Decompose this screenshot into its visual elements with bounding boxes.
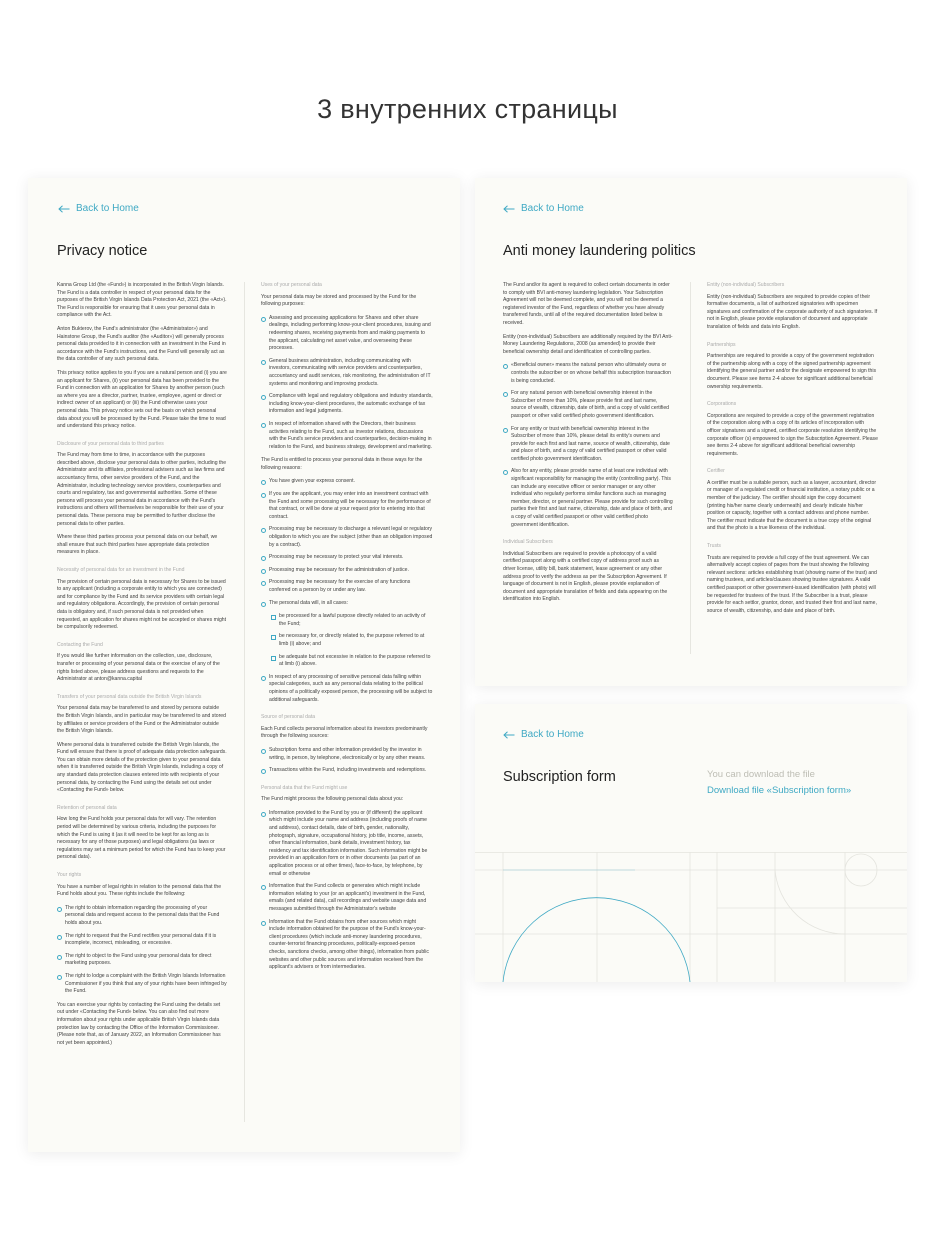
download-hint: You can download the file: [707, 769, 815, 780]
section-heading: Partnerships: [707, 341, 736, 348]
list-item: Information that the Fund obtains from other sources which might include information obtained for the purpose of the Fund's know-your-client procedures (which include anti-money laundering procedures, counter-terrorist financing procedures, politically-exposed-person checks, sanctions checks, among other things), information from public websites and other public sources and information received from the applicant's advisers or from intermediaries.: [261, 919, 433, 972]
paragraph: Individual Subscribers are required to provide a photocopy of a valid certified passport along with a certified copy of address proof such as driver license, utility bill, bank statement, lease agreement or any other address proof to verify the address as per the Subscription Agreement. If language of document is not in English, please provide explanation of document and appropriate translation of fields and data appearing on the identification into English.: [503, 550, 668, 603]
back-to-home-link[interactable]: [503, 729, 584, 740]
list-item: Assessing and processing applications for Shares and other share dealings, including performing know-your-client procedures, issuing and redeeming shares, receiving payments from and making payments to the applicant, calculating net asset value, and overseeing these processes.: [261, 315, 433, 353]
list-item: If you are the applicant, you may enter into an investment contract with the Fund and some processing will be necessary for the performance of that contract, or will be done at your request prior to entering into that contract.: [261, 491, 433, 521]
download-subscription-link[interactable]: Download file «Subscription form»: [707, 785, 852, 796]
aml-title: Anti money laundering politics: [503, 243, 696, 259]
subscription-card: [475, 704, 907, 982]
paragraph: Kanna Group Ltd (the «Fund») is incorporated in the British Virgin Islands. The Fund is a data controller in respect of your personal data for the purposes of the British Virgin Islands Data Protection Act, 2021 (the «Act»). The Fund is responsible for ensuring that it uses your personal data in compliance with the Act.: [57, 282, 227, 319]
arrow-left-icon: [58, 205, 70, 213]
bullet-list: [261, 674, 433, 704]
privacy-column-divider: [244, 282, 245, 1122]
paragraph: This privacy notice applies to you if you are a natural person and (i) you are an applicant for Shares, (ii) your personal data has been provided to the Fund in connection with an application for Shares by another person (such as where you are a director, partner, trustee, employee, agent or direct or indirect owner of an applicant) or (iii) the Fund otherwise uses your personal data. This privacy notice sets out the basis on which personal data about you will be processed by the Fund. Please take the time to read and understand this privacy notice.: [57, 369, 227, 430]
page-heading: 3 внутренних страницы: [317, 94, 618, 124]
paragraph: Entity (non-individual) Subscribers are additionally required by the BVI Anti-Money Laundering Regulations, 2008 (as amended) to provide their beneficial ownership detail and identification of controlling parties.: [503, 333, 673, 355]
list-item: General business administration, including communicating with investors, communicating with service providers and counterparties, accountancy and audit services, risk monitoring, the administration of IT systems and monitoring and improving products.: [261, 358, 433, 388]
paragraph: How long the Fund holds your personal data for will vary. The retention period will be determined by various criteria, including the purposes for which the Fund is using it (as it will need to be kept for as long as is necessary for any of those purposes) and legal obligations (as laws or regulations may set a minimum period for which the Fund has to keep your personal data).: [57, 816, 226, 861]
list-item: The right to object to the Fund using your personal data for direct marketing purposes.: [57, 953, 227, 968]
list-item: Transactions within the Fund, including investments and redemptions.: [261, 767, 433, 775]
back-to-home-label: Back to Home: [521, 729, 584, 740]
paragraph: Partnerships are required to provide a copy of the government registration of the partnership along with a copy of the signed partnership agreement identifying the general partner and/or the designate empowered to sign this document. Please see items 2-4 above for significant additional beneficial ownership requirements.: [707, 353, 877, 390]
aml-card: [475, 178, 907, 686]
back-to-home-link[interactable]: [58, 203, 139, 214]
list-item: be necessary for, or directly related to, the purpose referred to at limb (i) above; and: [271, 633, 433, 648]
section-heading: Personal data that the Fund might use: [261, 784, 348, 791]
list-item: The right to request that the Fund rectifies your personal data if it is incomplete, incorrect, misleading, or excessive.: [57, 933, 227, 948]
section-heading: Entity (non-individual) Subscribers: [707, 282, 785, 288]
bullet-list: [261, 810, 433, 972]
paragraph: If you would like further information on the collection, use, disclosure, transfer or processing of your personal data or the exercise of any of the rights listed above, please address questions and requests to the Administrator at anton@kanna.capital: [57, 653, 220, 683]
list-item: Also for any entity, please provide name of at least one individual with significant responsibility for managing the entity (controlling party). This can include any executive officer or senior manager or any other individual who regularly performs similar functions such as managing member, director, or general partner. Please provide for such controlling parties their first and last name, citizenship, date and place of birth, and a copy of valid certified passport or other valid certified photo government identification.: [503, 468, 673, 529]
list-item: The right to obtain information regarding the processing of your personal data and request access to the personal data that the Fund holds about you.: [57, 905, 227, 928]
list-item: Processing may be necessary to discharge a relevant legal or regulatory obligation to which you are the subject (other than an obligation imposed by a contract).: [261, 526, 433, 549]
list-item: Processing may be necessary to protect your vital interests.: [261, 554, 433, 562]
list-item: The right to lodge a complaint with the British Virgin Islands Information Commissioner if you think that any of your rights have been infringed by the Fund.: [57, 973, 227, 996]
bullet-list: [503, 362, 673, 529]
paragraph: Where these third parties process your personal data on our behalf, we shall ensure that such third parties have appropriate data protection measures in place.: [57, 534, 218, 556]
list-item: Compliance with legal and regulatory obligations and industry standards, including know-your-client procedures, the automatic exchange of tax information and legal judgments.: [261, 393, 433, 416]
list-item: Processing may be necessary for the administration of justice.: [261, 567, 433, 575]
aml-left-column: [503, 282, 673, 610]
section-heading: Source of personal data: [261, 714, 316, 721]
aml-column-divider: [690, 282, 691, 654]
list-item: «Beneficial owner» means the natural person who ultimately owns or controls the subscriber or on whose behalf this subscription transaction is being conducted.: [503, 362, 673, 385]
section-heading: Your rights: [57, 872, 82, 878]
paragraph: You can exercise your rights by contacting the Fund using the details set out under «Contacting the Fund» below. You can also find out more information about your rights under applicable British Virgin Islands data protection law by contacting the Office of the Information Commissioner. (Please note that, as of January 2022, an Information Commissioner has not yet been appointed.): [57, 1001, 221, 1046]
paragraph: The Fund is entitled to process your personal data in these ways for the following reasons:: [261, 457, 423, 471]
bullet-list: [261, 747, 433, 775]
section-heading: Individual Subscribers: [503, 539, 553, 546]
section-heading: Necessity of personal data for an investment in the Fund: [57, 567, 185, 573]
list-item: be processed for a lawful purpose directly related to an activity of the Fund;: [271, 613, 433, 628]
paragraph: Each Fund collects personal information about its investors predominantly through the following sources:: [261, 725, 428, 740]
decorative-grid-pattern: [475, 852, 907, 982]
paragraph: You have a number of legal rights in relation to the personal data that the Fund holds about you. These rights include the following:: [57, 883, 222, 898]
list-item: Subscription forms and other information provided by the investor in writing, in person, by telephone, electronically or by any other means.: [261, 747, 433, 762]
arrow-left-icon: [503, 731, 515, 739]
section-heading: Uses of your personal data: [261, 282, 322, 288]
paragraph: Where personal data is transferred outside the British Virgin Islands, the Fund will ensure that there is proof of adequate data protection safeguards. You can obtain more details of the protection given to your personal data when it is transferred outside the British Virgin Islands, including a copy of any standard data protection clauses entered into with recipients of your personal data, by contacting the Fund using the details set out under «Contacting the Fund» below.: [57, 741, 227, 794]
privacy-left-column: [57, 282, 227, 1053]
bullet-list: [261, 478, 433, 607]
paragraph: The Fund may from time to time, in accordance with the purposes described above, disclose your personal data to other parties, including the Administrator and its affiliates, professional advisers such as law firms and accountancy firms, other service providers of the Fund, and the Administrator, including technology service providers, counterparties and courts and regulatory, tax and governmental authorities. Some of these persons will process your personal data in accordance with the Fund's instructions and others will themselves be responsible for their use of your personal data. These persons may be permitted to further disclose the personal data to other parties.: [57, 452, 227, 527]
paragraph: The Fund might process the following personal data about you:: [261, 796, 404, 803]
arrow-left-icon: [503, 205, 515, 213]
paragraph: Your personal data may be transferred to and stored by persons outside the British Virgin Islands, and in particular may be transferred to and stored by affiliates or service providers of the Fund or the Administrator outside the British Virgin Islands.: [57, 705, 226, 735]
back-to-home-label: Back to Home: [76, 203, 139, 214]
back-to-home-label: Back to Home: [521, 203, 584, 214]
list-item: You have given your express consent.: [261, 478, 433, 486]
paragraph: Corporations are required to provide a copy of the government registration of the corporation along with a copy of its articles of incorporation with officer signatures and a signed, certified corporate resolution identifying the corporate officer (s) empowered to sign the Subscription Agreement. Please see items 2-4 above for significant additional beneficial ownership requirements.: [707, 412, 878, 457]
subscription-title: Subscription form: [503, 769, 616, 785]
list-item: Information provided to the Fund by you or (if different) the applicant which might include your name and address (including proofs of name and address), contact details, date of birth, gender, nationality, photograph, signature, occupational history, job title, income, assets, other financial information, bank details, investment history, tax residency and tax identification information. Such information might be provided in an application form or in other documents (as part of an application process or at other times), face-to-face, by telephone, by email or otherwise: [261, 810, 433, 878]
privacy-right-column: [261, 282, 433, 978]
section-heading: Retention of personal data: [57, 804, 117, 811]
paragraph: A certifier must be a suitable person, such as a lawyer, accountant, director or manager of a regulated credit or financial institution, a notary public or a member of the judiciary. The certifier should sign the copy document (printing his/her name clearly underneath) and clearly indicate his/her position or capacity, together with a contact address and phone number. The certifier must indicate that the document is a true copy of the original and that the photo is a true likeness of the individual.: [707, 479, 877, 532]
privacy-notice-card: [28, 178, 460, 1152]
list-item: Information that the Fund collects or generates which might include information relating to your (or an applicant's) investment in the Fund, emails (and related data), call recordings and website usage data and messages submitted through the Administrator's website: [261, 883, 433, 913]
list-item: The personal data will, in all cases:: [261, 600, 433, 608]
section-heading: Trusts: [707, 543, 721, 550]
paragraph: The Fund and/or its agent is required to collect certain documents in order to comply with BVI anti-money laundering legislation. Your Subscription Agreement will not be deemed complete, and you will not be deemed a registered investor of the Fund, regardless of whether you have already transferred funds, until all of the required documentation listed below is received.: [503, 282, 670, 326]
paragraph: Your personal data may be stored and processed by the Fund for the following purposes:: [261, 293, 417, 308]
list-item: In respect of information shared with the Directors, their business activities relating to the Fund, such as investor relations, discussions with the Fund's service providers and counterparties, decision-making in relation to the Fund, and business strategy, development and marketing.: [261, 421, 433, 451]
section-heading: Contacting the Fund: [57, 641, 103, 648]
paragraph: Anton Bukterov, the Fund's administrator (the «Administrator») and Hainstone Group, the Fund's auditor (the «Auditor») will generally process personal data provided to it in connection with an investment in the Fund in accordance with the Fund's instructions, and the Fund will generally act as the data controller of any such personal data.: [57, 325, 226, 363]
section-heading: Certifier: [707, 468, 725, 475]
aml-right-column: [707, 282, 879, 621]
section-heading: Corporations: [707, 401, 737, 408]
list-item: For any entity or trust with beneficial ownership interest in the Subscriber of more than 10%, please detail its entity's owners and provide for each first and last name, source of wealth, citizenship, date and place of birth, and a copy of valid certified passport or other valid certified photo government identification.: [503, 426, 673, 464]
bullet-list: [261, 315, 433, 452]
paragraph: Entity (non-individual) Subscribers are required to provide copies of their formative documents, a list of authorized signatories with specimen signatures and confirmation of the corporate authority of such signatories. If not in English, please provide explanation of document and appropriate translation of fields and data into English.: [707, 293, 878, 330]
list-item: Processing may be necessary for the exercise of any functions conferred on a person by or under any law.: [261, 579, 433, 594]
list-item: For any natural person with beneficial ownership interest in the Subscriber of more than 10%, please provide first and last name, source of wealth, citizenship, date of birth, and a copy of valid certified passport or other valid certified photo government identification.: [503, 390, 673, 420]
section-heading: Disclosure of your personal data to third parties: [57, 440, 164, 447]
bullet-list: [57, 905, 227, 996]
paragraph: Trusts are required to provide a full copy of the trust agreement. We can alternatively accept copies of pages from the trust showing the following relevant sections: articles establishing trust (showing name of the trust) and naming trustees, and articles/clauses showing trustee signatures. A valid certified passport or other government-issued identification (with photo) will be requested for trustees of the trust. If the Subscriber is a trust, please provide for each settlor, grantor, donor, and trusted their first and last name, source of wealth, citizenship, and date and place of birth.: [707, 554, 877, 614]
section-heading: Transfers of your personal data outside the British Virgin Islands: [57, 693, 202, 700]
privacy-notice-title: Privacy notice: [57, 243, 148, 259]
sub-bullet-list: [271, 613, 433, 669]
back-to-home-link[interactable]: [503, 203, 584, 214]
paragraph: The provision of certain personal data is necessary for Shares to be issued to any applicant (including a corporate entity to which you are connected) and for compliance by the Fund and its service providers with certain legal and regulatory obligations. Accordingly, the provision of certain personal data is obligatory and, if such personal data is not provided when requested, an application for shares might not be accepted or shares might be compulsorily redeemed.: [57, 578, 227, 631]
list-item: be adequate but not excessive in relation to the purpose referred to at limb (i) above.: [271, 654, 433, 669]
list-item: In respect of any processing of sensitive personal data falling within special categories, such as any personal data relating to the political opinions of a politically exposed person, the processing will be subject to additional safeguards.: [261, 674, 433, 704]
